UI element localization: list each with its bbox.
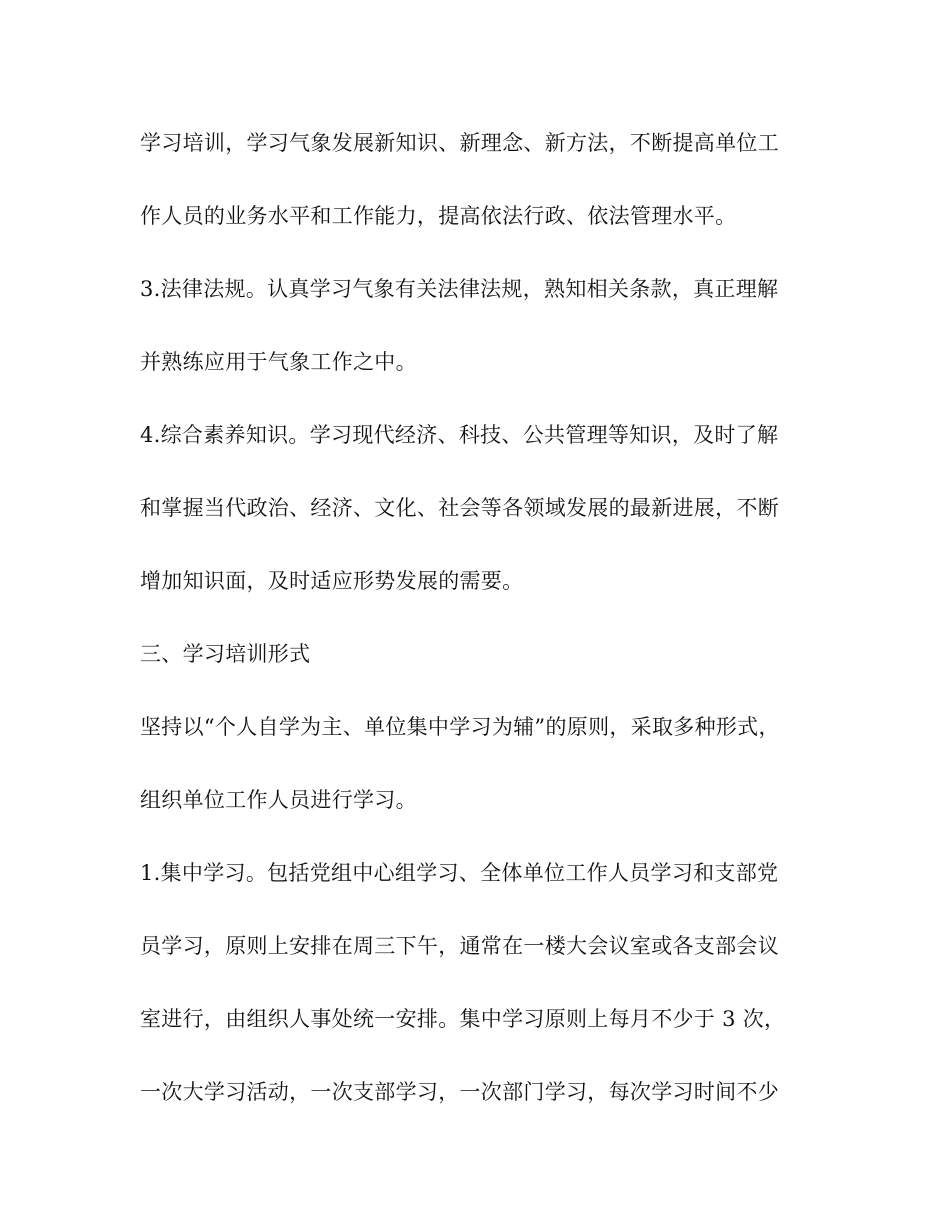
- paragraph-line: 并熟练应用于气象工作之中。: [140, 350, 417, 374]
- paragraph-line: 增加知识面，及时适应形势发展的需要。: [140, 569, 524, 593]
- paragraph-line: 4.综合素养知识。学习现代经济、科技、公共管理等知识，及时了解: [140, 423, 779, 447]
- paragraph-line: 1.集中学习。包括党组中心组学习、全体单位工作人员学习和支部党: [140, 861, 779, 885]
- paragraph-line: 作人员的业务水平和工作能力，提高依法行政、依法管理水平。: [140, 204, 737, 228]
- paragraph-line: 和掌握当代政治、经济、文化、社会等各领域发展的最新进展，不断: [140, 496, 779, 520]
- paragraph-line: 坚持以“个人自学为主、单位集中学习为辅”的原则，采取多种形式，: [140, 715, 780, 739]
- paragraph-line: 3.法律法规。认真学习气象有关法律法规，熟知相关条款，真正理解: [140, 277, 779, 301]
- section-heading: 三、学习培训形式: [140, 642, 311, 666]
- paragraph-line: 组织单位工作人员进行学习。: [140, 788, 417, 812]
- paragraph-line: 室进行，由组织人事处统一安排。集中学习原则上每月不少于 3 次，: [140, 1007, 786, 1031]
- paragraph-line: 学习培训，学习气象发展新知识、新理念、新方法，不断提高单位工: [140, 131, 779, 155]
- paragraph-line: 员学习，原则上安排在周三下午，通常在一楼大会议室或各支部会议: [140, 934, 779, 958]
- paragraph-line: 一次大学习活动，一次支部学习，一次部门学习，每次学习时间不少: [140, 1080, 779, 1104]
